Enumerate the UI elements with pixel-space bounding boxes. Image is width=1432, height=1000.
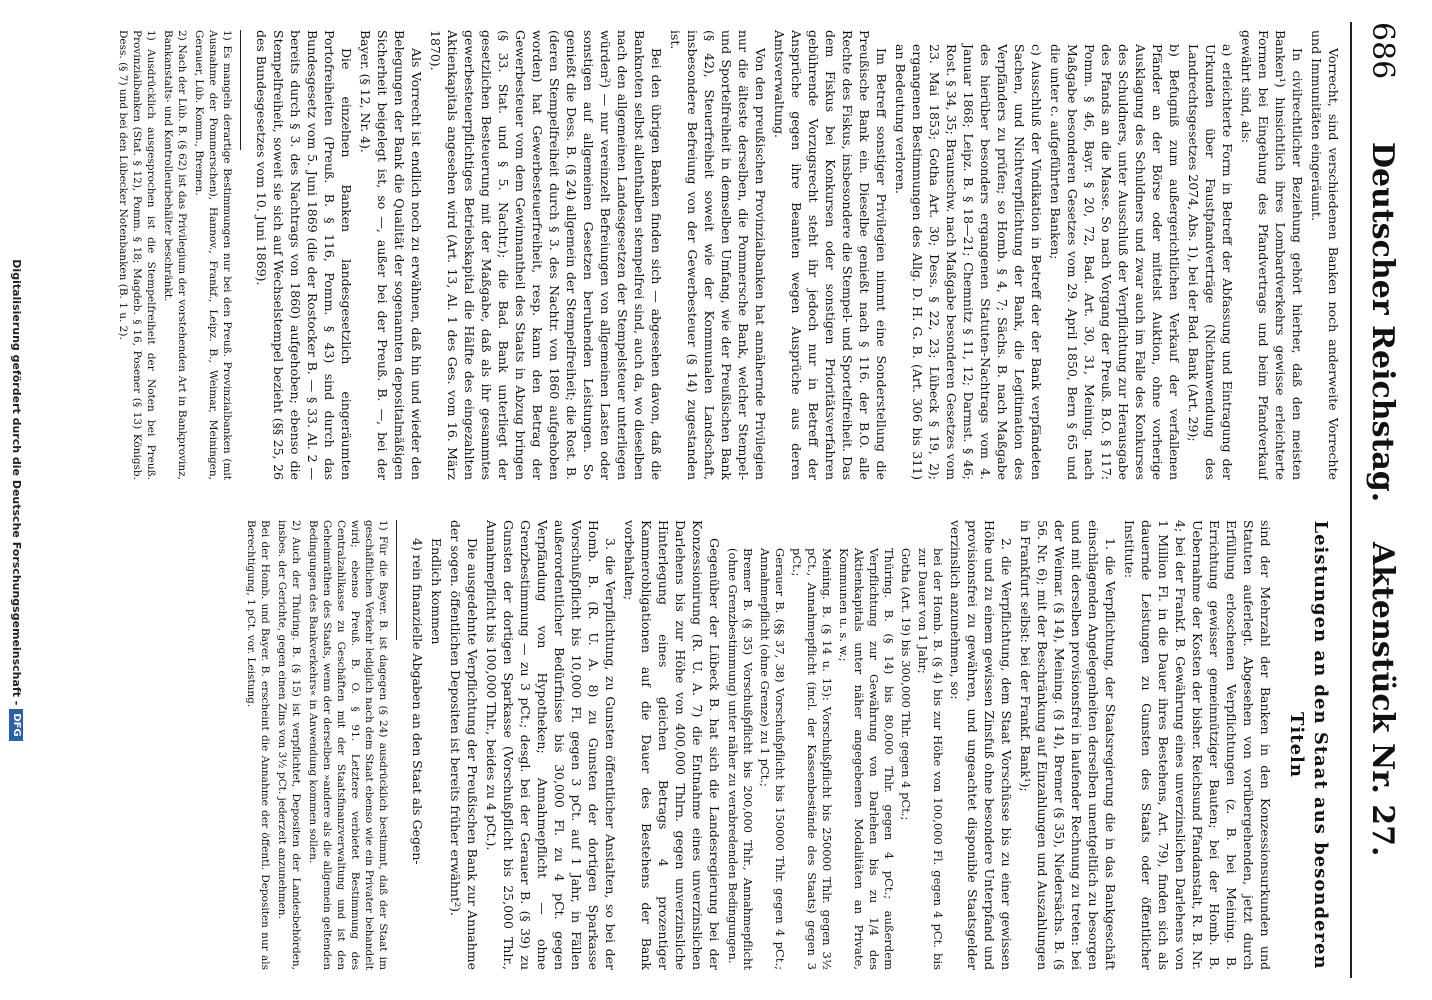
footnote: 1) Für die Bayer. B. ist dagegen (§ 24) ausdrücklich bestimmt, daß der Staat im geschäftlichen Verkehr lediglich nach dem Staat ebenso wie ein Privater behandelt wird; ebenso Preuß. B. O. § 91. Letztere verbietet Bestimmung des Centralzahlkasse zu Geschäften mit der Staatsfinanzverwaltung und ist den Geheimräthen des Staats, wenn der derselben »andere als die allgemein geltenden Bedingungen des Bankverkehrs« in Anwendung kommen sollen. xyxy=(307,520,389,970)
page-number: 686 xyxy=(1365,22,1400,80)
credit-text: Digitalisierung gefördert durch die Deutsche Forschungsgemeinschaft - xyxy=(10,259,23,706)
list-item: Meining. B. (§ 14 u. 15): Vorschußpflicht bis 250000 Thlr. gegen 3½ pCt., Annahmepflicht (incl. der Kassenbestände des Staats) gegen 3 pCt.; xyxy=(790,548,834,970)
paragraph: Von den preußischen Provinzialbanken hat annähernde Privilegien nur die älteste derselben, die Pommersche Bank, welcher Stempel- und Sportelfreiheit in demselben Umfang, wie der Preußischen Bank (§ 42), Steuerfreiheit soweit wie der Kommunalen Landschaft, insbesondere Befreiung von der Gewerbesteuer (§ 14) zugestanden ist. xyxy=(668,30,768,480)
footnote: 1) Es mangeln derartige Bestimmungen nur bei den Preuß. Provinzialbanken (mit Ausnahme der Pommerschen), Hannov., Frankf., Leipz. B., Weimar, Meiningen, Gerauer, Lüb. Komm., Bremen. xyxy=(193,30,233,480)
paragraph: In civilrechtlicher Beziehung gehört hierher, daß den meisten Banken¹) hinsichtlich ihres Lombardverkehrs gewisse erleichterte Formen bei Eingehung des Pfandvertrags und beim Pfandverkauf gewährt sind, als: xyxy=(1239,30,1305,480)
page-header xyxy=(1356,22,1402,978)
list-item: b) Befugniß zum außergerichtlichen Verkauf der verfallenen Pfänder an der Börse oder mittelst Auktion, ohne vorherige Ausklagung des Schuldners und zwar auch im Falle des Konkurses des Schuldners, unter Ausschluß der Verpflichtung zur Herausgabe des Pfands an die Masse. So nach Vorgang der Preuß. B.O. § 117: Pomm. § 46, Bayr. § 20, 72, Bad. Art. 30, 31, Meining. nach Maßgabe besonderen Gesetzes vom 29. April 1850, Bern § 65 und die unter c. aufgeführten Banken; xyxy=(1048,44,1182,480)
list-item: a) erleichterte Form in Betreff der Abfassung und Eintragung der Urkunden über Faustpfandverträge (Nichtanwendung des Landrechtsgesetzes 2074, Abs. 1), bei der Bad. Bank (Art. 29); xyxy=(1186,44,1235,480)
list-item: bei der Homb. B. (§ 4) bis zur Höhe von 100,000 Fl. gegen 4 pCt. bis zur Dauer von 1 Jahr; xyxy=(916,548,945,970)
paragraph: Bei den übrigen Banken finden sich — abgesehen davon, daß die Banknoten selbst allenthalben stempelfrei sind, auch da, wo dieselben nach den allgemeinen Landesgesetzen der Stempelsteuer unterliegen würden²) — nur vereinzelt Befreiungen von allgemeinen Lasten oder sonstigen auf allgemeinen Gesetzen beruhenden Leistungen. So genießt die Dess. B. (§ 24) allgemein der Stempelfreiheit; die Rost. B. (deren Stempelfreiheit durch § 3. des Nachtr. von 1860 aufgehoben worden) hat Gewerbesteuerfreiheit, resp. kann den Betrag der Gewerbesteuer vom dem Gewinnantheil des Staats in Abzug bringen (§ 33. Stat. und § 5. Nachtr.); die Bad. Bank unterliegt der gesetzlichen Besteuerung mit der Maßgabe, daß als ihr gesammtes gewerbesteuerpflichtiges Betriebskapital die Hälfte des eingezahlten Aktienkapitals angesehen wird (Art. 13, Al. 1 des Ges. vom 16. März 1870). xyxy=(428,30,664,480)
section-heading: Leistungen an den Staat aus besonderen Titeln xyxy=(1286,520,1331,970)
paragraph: 3. die Verpflichtung, zu Gunsten öffentlicher Anstalten, so bei der Homb. B. (R. U. A. 8) zu Gunsten der dortigen Sparkasse Vorschußpflicht bis 10,000 Fl. gegen 3 pCt. auf 1 Jahr, in Fällen außerordentlicher Bedürfnisse bis 30,000 Fl. zu 4 pCt. gegen Verpfändung von Hypotheken; Annahmepflicht — ohne Grenzbestimmung — zu 3 pCt.; desgl. bei der Gerauer B. (§ 39) zu Gunsten der dortigen Sparkasse (Vorschußpflicht bis 25,000 Thlr., Annahmepflicht bis 100,000 Thlr., beides zu 4 pCt.). xyxy=(484,520,618,970)
footnote-rule xyxy=(396,520,397,640)
dfg-logo: DFG xyxy=(9,709,23,740)
running-title-right: Aktenstück Nr. 27. xyxy=(1365,542,1400,857)
header-rule xyxy=(1350,22,1352,978)
footnote: Bei der Homb. und Bayer. B. erscheint die Annahme der öffentl. Depositen nur als Berechtigung, 1 pCt. vor. Leistung. xyxy=(245,520,271,970)
paragraph: 4) rein finanzielle Abgaben an den Staat als Gegen- xyxy=(410,538,425,865)
paragraph: Endlich kommen xyxy=(429,538,444,645)
footnote: 1) Ausdrücklich ausgesprochen ist die Stempelfreiheit der Noten bei Preuß. Provinzialbanken (Stat. § 12), Pomm. § 18; Magdeb. § 16, Posener (§ 13) Königsb. Dess. (§ 7) und bei den Lübecker Notenbanken (B. 1 u. 2). xyxy=(117,30,157,480)
list-item: Thüring. B. (§ 14) bis 80,000 Thlr. gegen 4 pCt.; außerdem Verpflichtung zur Gewährung von Darlehen bis zu 1/4 des Aktienkapitals unter näher angegebenen Modalitäten an Private, Kommunen u. s. w.; xyxy=(837,548,896,970)
list-item: Gerauer B. (§§ 37, 38) Vorschußpflicht bis 150000 Thlr. gegen 4 pCt.; Annahmepflicht (ohne Grenze) zu 1 pCt.; xyxy=(758,548,787,970)
paragraph: 1. die Verpflichtung, der Staatsregierung die in das Bankgeschäft einschlagenden Angelegenheiten derselben unentgeltlich zu besorgen und mit derselben provisionsfrei in laufender Rechnung zu treten: bei der Weimar. (§ 14), Meining. (§ 14), Bremer (§ 35), Niedersächs. B. (§ 56. Nr. 6); mit der Beschränkung auf Einzahlungen und Auszahlungen in Frankfurt selbst: bei der Frankf. Bank¹); xyxy=(1018,520,1118,970)
list-item: Bremer B. (§ 35) Vorschußpflicht bis 200,000 Thlr., Annahmepflicht (ohne Grenzbestimmung) unter näher zu verabredenden Bedingungen. xyxy=(726,548,755,970)
footnote: 2) Nach der Lüb. B. (§ 62) ist das Privilegium der vorstehenden Art in Bankprovinz, Bankanstalts- und Kontrolleurbehälter beschränkt. xyxy=(162,30,188,480)
footnote: 2) Auch der Thüring. B. (§ 15) ist verpflichtet, Depositen der Landesbehörden, insbes. der Gerichte, gegen einen Zins von 3½ pCt. jederzeit anzunehmen. xyxy=(276,520,302,970)
running-title-left: Deutscher Reichstag. xyxy=(1365,142,1400,503)
paragraph: Vorrecht, sind verschiedenen Banken noch anderweite Vorrechte und Immunitäten eingeräumt. xyxy=(1309,30,1341,480)
paragraph: sind der Mehrzahl der Banken in den Konzessionsurkunden und Statuten auferlegt. Abgesehen von vorübergehenden, jetzt durch Erfüllung erloschenen Verpflichtungen (z. B. bei Meining. B. Errichtung gewisser gemeinnütziger Bauten; bei der Homb. B. Uebernahme der Kosten der bisher. Reichsund Pfandanstalt, R. B. Nr. 4; bei der Frankf. B. Gewährung eines unverzinslichen Darlehens von 1 Million Fl. in die Dauer ihres Bestehens, Art. 79), finden sich als dauernde Leistungen zu Gunsten des Staats oder öffentlicher Institute: xyxy=(1122,520,1273,970)
right-column xyxy=(32,520,1342,970)
left-column xyxy=(32,30,1342,480)
paragraph: Im Betreff sonstiger Privilegien nimmt eine Sonderstellung die Preußische Bank ein. Dieselbe genießt nach § 116. der B.O. alle Rechte des Fiskus, insbesondere die Stempel- und Sportelfreiheit. Das dem Fiskus bei Konkursen oder sonstigen Prioritätsverfahren gebührende Vorzugsrecht steht ihr jedoch nur in Betreff der Ansprüche gegen ihre Beamten wegen Ausprüche aus deren Amtsverwaltung. xyxy=(772,30,889,480)
digitization-credit xyxy=(8,0,24,1000)
paragraph: 2. die Verpflichtung, dem Staat Vorschüsse bis zu einer gewissen Höhe und zu einem gewissen Zinsfuß ohne besondere Unterpfand und provisionsfrei zu gewähren, und ungeachtet disponible Staatsgelder verzinslich anzunehmen, so: xyxy=(948,520,1014,970)
paragraph: Gegenüber der Lübeck B. hat sich die Landesregierung bei der Konzessionirung (R. U. A. 7) die Entnahme eines unverzinslichen Darlehens bis zur Höhe von 400,000 Thlrn. gegen unverzinsliche Hinterlegung eines gleichen Betrags 4 prozentiger Kammerobligationen auf die Dauer des Bestehens der Bank vorbehalten; xyxy=(622,520,722,970)
paragraph: Die ausgedehnte Verpflichtung der Preußischen Bank zur Annahme der sogen. öffentlichen Depositen ist bereits früher erwähnt²). xyxy=(448,520,480,970)
footnote-rule xyxy=(240,30,241,150)
list-item: c) Ausschluß der Vindikation in Betreff der der Bank verpfändeten Sachen, und Nichtverpflichtung der Bank, die Legitimation des Verpfänders zu prüfen; so Homb. § 4, 7; Sächs. B. nach Maßgabe des hierüber besonders ergangenen Statuten-Nachtrags vom 4. Januar 1868; Leipz. B. § 18—21; Chemnitz § 11, 12; Darmst. § 46; Rost. § 34, 35; Braunschw. nach Maßgabe besonderen Gesetzes vom 23. Mai 1853; Gotha Art. 30; Dess. § 22, 23; Lübeck § 19, 2); ergangenen Bestimmungen des Allg. D. H. G. B. (Art. 306 bis 311) an Bedeutung verloren. xyxy=(893,44,1044,480)
paragraph: Die einzelnen Banken landesgesetzlich eingeräumten Portofreiheiten (Preuß. B. § 116, Pomm. § 43) sind durch das Bundesgesetz vom 5. Juni 1869 (die der Rostocker B. — § 33. Al. 2 — bereits durch § 3. des Nachtrags von 1860) aufgehoben; ebenso die Stempelfreiheit, soweit sie sich auf Wechselstempel bezieht (§§ 25, 26 des Bundesgesetzes vom 10. Juni 1869). xyxy=(254,30,354,480)
paragraph: Als Vorrecht ist endlich noch zu erwähnen, daß hin und wieder den Belegungen der Bank die Qualität der sogenannten depositalmäßigen Sicherheit beigelegt ist, so —, außer bei der Preuß. B. —, bei der Bayer. (§ 12, Nr. 4). xyxy=(358,30,424,480)
list-item: Gotha (Art. 19) bis 300,000 Thlr. gegen 4 pCt.; xyxy=(899,548,913,821)
